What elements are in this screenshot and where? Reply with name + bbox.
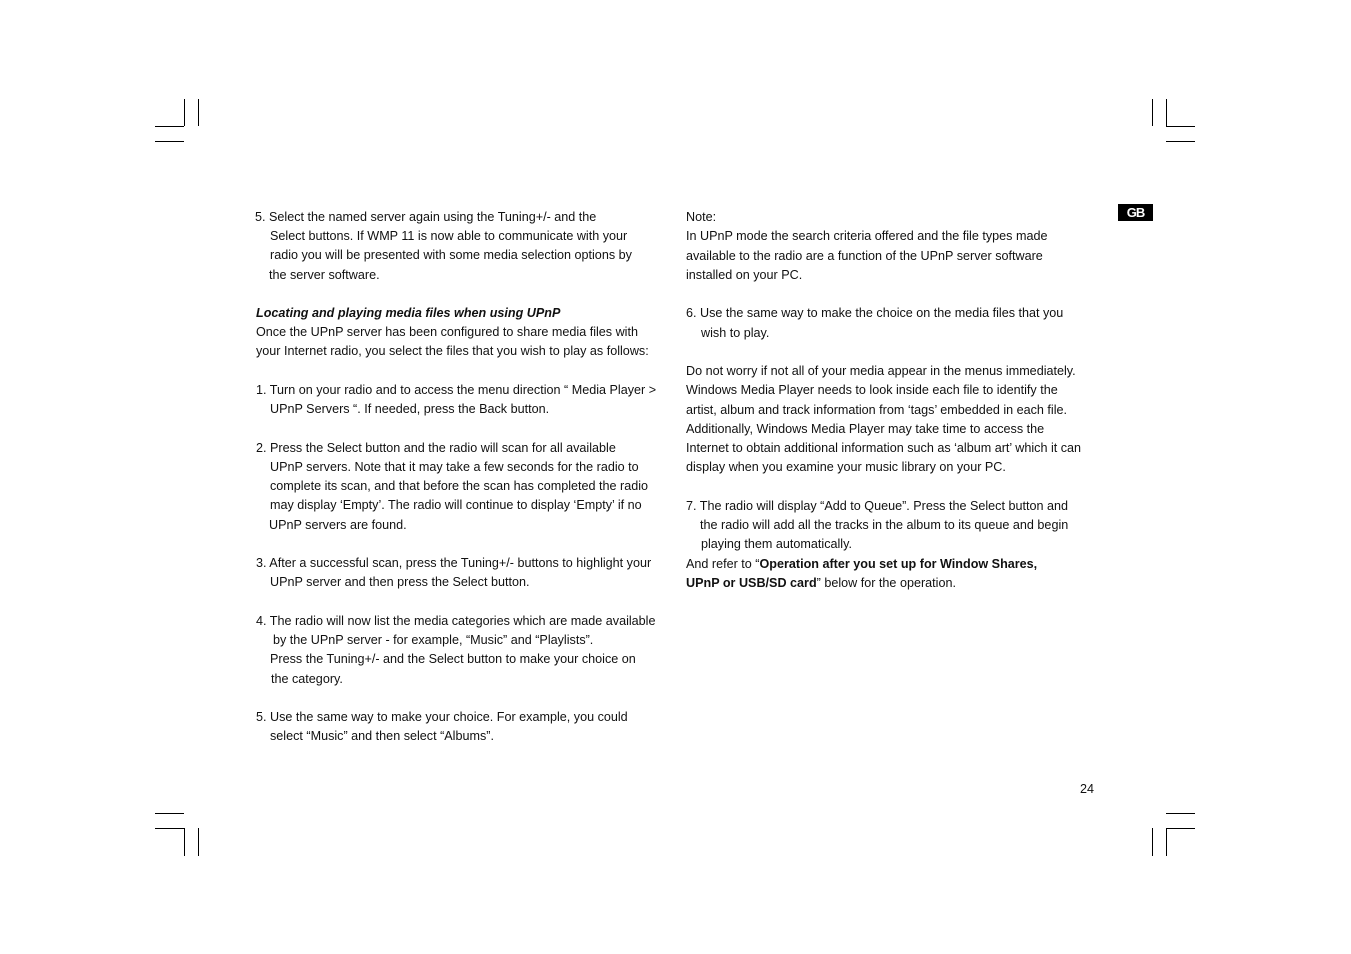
info-line-2: Windows Media Player needs to look inside each file to identify the — [686, 383, 1058, 397]
step-4-line-1: 4. The radio will now list the media categories which are made available — [256, 614, 656, 628]
crop-mark — [198, 828, 199, 856]
step-7-line-1: 7. The radio will display “Add to Queue”. Press the Select button and — [686, 499, 1068, 513]
page-number: 24 — [1080, 782, 1095, 796]
refer-line-1 — [686, 555, 1037, 574]
crop-mark — [1166, 828, 1167, 856]
crop-mark — [1166, 99, 1167, 126]
note-label: Note: — [686, 210, 717, 224]
step-5-server-line-4: the server software. — [269, 268, 380, 282]
step-2-line-5: UPnP servers are found. — [269, 518, 407, 532]
refer-suffix: ” below for the operation. — [816, 576, 956, 590]
step-1-line-2: UPnP Servers “. If needed, press the Back button. — [270, 402, 550, 416]
step-2-line-3: complete its scan, and that before the scan has completed the radio — [270, 479, 649, 493]
refer-bold-1: Operation after you set up for Window Shares, — [759, 557, 1038, 571]
step-3-line-1: 3. After a successful scan, press the Tuning+/- buttons to highlight your — [256, 556, 652, 570]
info-line-5: Internet to obtain additional information such as ‘album art’ which it can — [686, 441, 1082, 455]
step-5-server-line-2: Select buttons. If WMP 11 is now able to communicate with your — [270, 229, 628, 243]
crop-mark — [1166, 813, 1195, 814]
step-6-line-2: wish to play. — [701, 326, 770, 340]
note-line-1: In UPnP mode the search criteria offered and the file types made — [686, 229, 1048, 243]
step-7-line-2: the radio will add all the tracks in the album to its queue and begin — [700, 518, 1069, 532]
step-4-line-4: the category. — [271, 672, 343, 686]
crop-mark — [1152, 828, 1153, 856]
step-2-line-2: UPnP servers. Note that it may take a few seconds for the radio to — [270, 460, 639, 474]
crop-mark — [184, 99, 185, 126]
crop-mark — [1166, 141, 1195, 142]
crop-mark — [1166, 126, 1195, 127]
step-7-line-3: playing them automatically. — [701, 537, 852, 551]
step-3-line-2: UPnP server and then press the Select button. — [270, 575, 530, 589]
step-6-line-1: 6. Use the same way to make the choice on the media files that you — [686, 306, 1064, 320]
step-2-line-1: 2. Press the Select button and the radio will scan for all available — [256, 441, 616, 455]
refer-bold-2: UPnP or USB/SD card — [686, 576, 817, 590]
intro-line-1: Once the UPnP server has been configured to share media files with — [256, 325, 638, 339]
crop-mark — [155, 126, 184, 127]
crop-mark — [198, 99, 199, 126]
crop-mark — [184, 828, 185, 856]
language-badge: GB — [1118, 204, 1153, 221]
step-5-line-2: select “Music” and then select “Albums”. — [270, 729, 494, 743]
crop-mark — [1152, 99, 1153, 126]
step-2-line-4: may display ‘Empty’. The radio will continue to display ‘Empty’ if no — [270, 498, 642, 512]
info-line-4: Additionally, Windows Media Player may take time to access the — [686, 422, 1045, 436]
note-line-3: installed on your PC. — [686, 268, 803, 282]
crop-mark — [155, 828, 184, 829]
refer-prefix: And refer to “ — [686, 557, 760, 571]
info-line-3: artist, album and track information from ‘tags’ embedded in each file. — [686, 403, 1068, 417]
step-5-line-1: 5. Use the same way to make your choice. For example, you could — [256, 710, 628, 724]
info-line-1: Do not worry if not all of your media appear in the menus immediately. — [686, 364, 1076, 378]
step-5-server-line-1: 5. Select the named server again using the Tuning+/- and the — [255, 210, 597, 224]
intro-line-2: your Internet radio, you select the files that you wish to play as follows: — [256, 344, 649, 358]
note-line-2: available to the radio are a function of the UPnP server software — [686, 249, 1043, 263]
refer-line-2 — [686, 574, 956, 593]
step-1-line-1: 1. Turn on your radio and to access the menu direction “ Media Player > — [256, 383, 657, 397]
step-4-line-3: Press the Tuning+/- and the Select button to make your choice on — [270, 652, 636, 666]
step-4-line-2: by the UPnP server - for example, “Music” and “Playlists”. — [273, 633, 594, 647]
step-5-server-line-3: radio you will be presented with some media selection options by — [270, 248, 632, 262]
crop-mark — [155, 141, 184, 142]
info-line-6: display when you examine your music library on your PC. — [686, 460, 1006, 474]
crop-mark — [1166, 828, 1195, 829]
crop-mark — [155, 813, 184, 814]
section-heading: Locating and playing media files when using UPnP — [256, 306, 561, 320]
